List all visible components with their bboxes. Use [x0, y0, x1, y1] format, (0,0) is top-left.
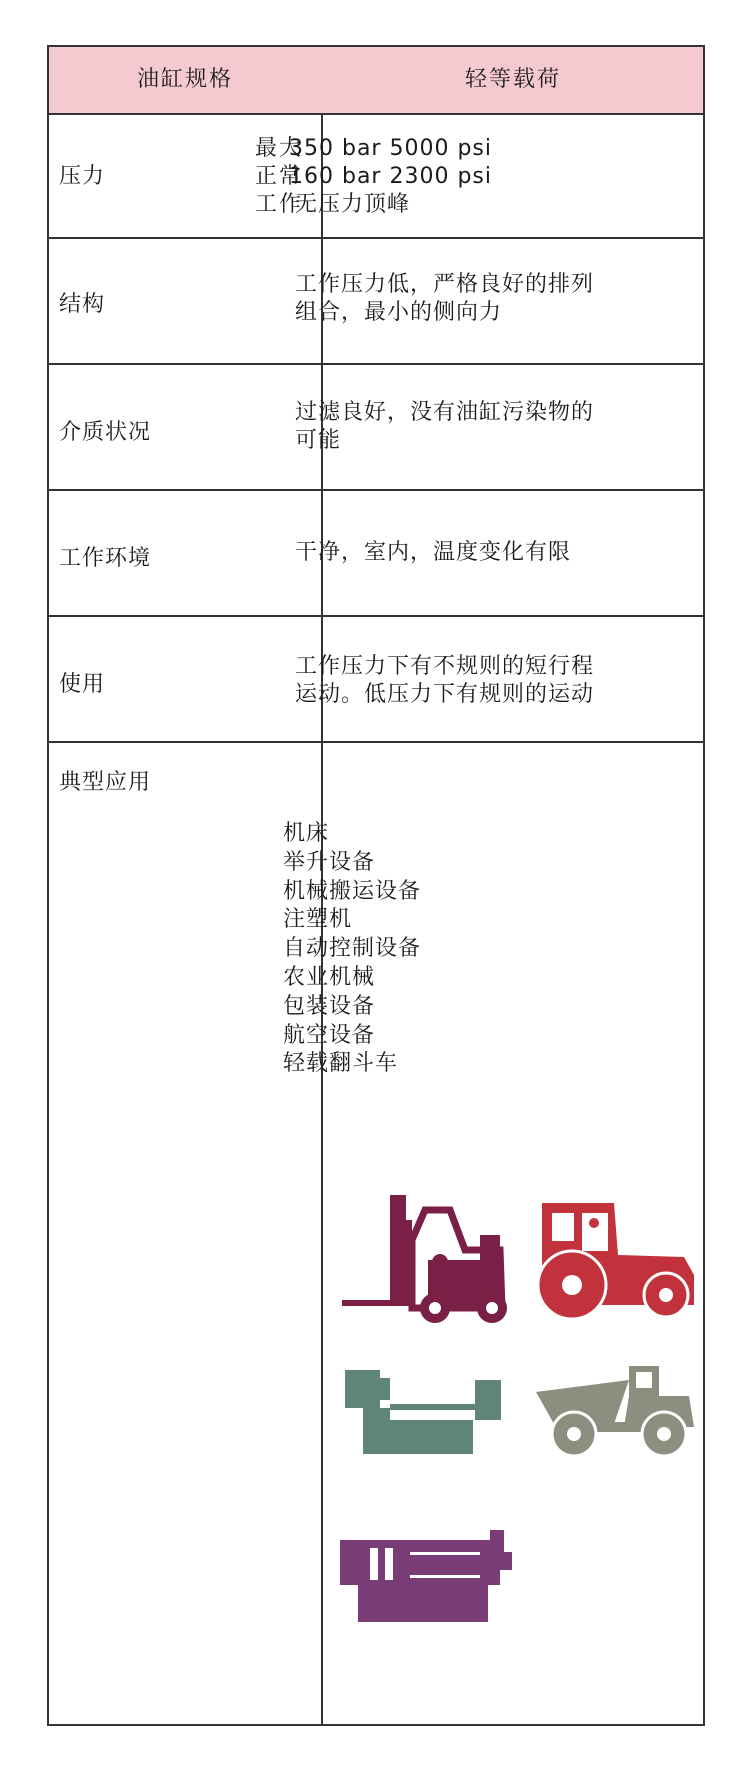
value-environment: 干净，室内，温度变化有限: [295, 540, 572, 565]
sub-normal: 正常: [254, 164, 303, 189]
value-structure-1: 工作压力低，严格良好的排列: [295, 272, 595, 297]
value-usage-1: 工作压力下有不规则的短行程: [295, 654, 595, 679]
value-normal: 160 bar 2300 psi: [289, 164, 492, 189]
injection-molding-machine-icon: [340, 1530, 515, 1625]
label-applications: 典型应用: [59, 770, 152, 795]
label-environment: 工作环境: [59, 546, 152, 571]
row-medium: [49, 363, 703, 491]
value-max: 350 bar 5000 psi: [289, 136, 492, 161]
row-environment: [49, 489, 703, 617]
forklift-icon: [340, 1190, 515, 1325]
list-item: 机床: [283, 821, 330, 846]
header-spec: 油缸规格: [136, 67, 233, 92]
list-item: 包装设备: [283, 993, 376, 1019]
value-working: 无压力顶峰: [295, 192, 411, 217]
list-item: 机械搬运设备: [283, 878, 422, 904]
value-medium-1: 过滤良好，没有油缸污染物的: [295, 400, 595, 425]
table-header: [49, 47, 703, 115]
list-item: 举升设备: [283, 849, 376, 875]
list-item: 航空设备: [283, 1022, 376, 1048]
dumper-icon: [534, 1362, 699, 1462]
row-usage: [49, 615, 703, 743]
value-usage-2: 运动。低压力下有规则的运动: [295, 682, 595, 707]
list-item: 农业机械: [283, 964, 376, 990]
label-medium: 介质状况: [59, 420, 152, 445]
label-structure: 结构: [59, 292, 106, 317]
sub-working: 工作: [254, 192, 303, 217]
tractor-icon: [534, 1195, 699, 1325]
machine-tool-icon: [345, 1368, 505, 1458]
label-pressure: 压力: [59, 164, 106, 189]
list-item: 轻载翻斗车: [283, 1051, 399, 1077]
label-usage: 使用: [59, 672, 106, 697]
applications-list: [283, 820, 421, 1079]
header-load: 轻等载荷: [464, 67, 561, 92]
row-structure: [49, 237, 703, 365]
value-medium-2: 可能: [295, 428, 342, 453]
value-structure-2: 组合，最小的侧向力: [295, 300, 503, 325]
sub-max: 最大: [254, 136, 303, 161]
row-pressure: [49, 113, 703, 239]
list-item: 自动控制设备: [283, 936, 422, 962]
list-item: 注塑机: [283, 907, 353, 933]
